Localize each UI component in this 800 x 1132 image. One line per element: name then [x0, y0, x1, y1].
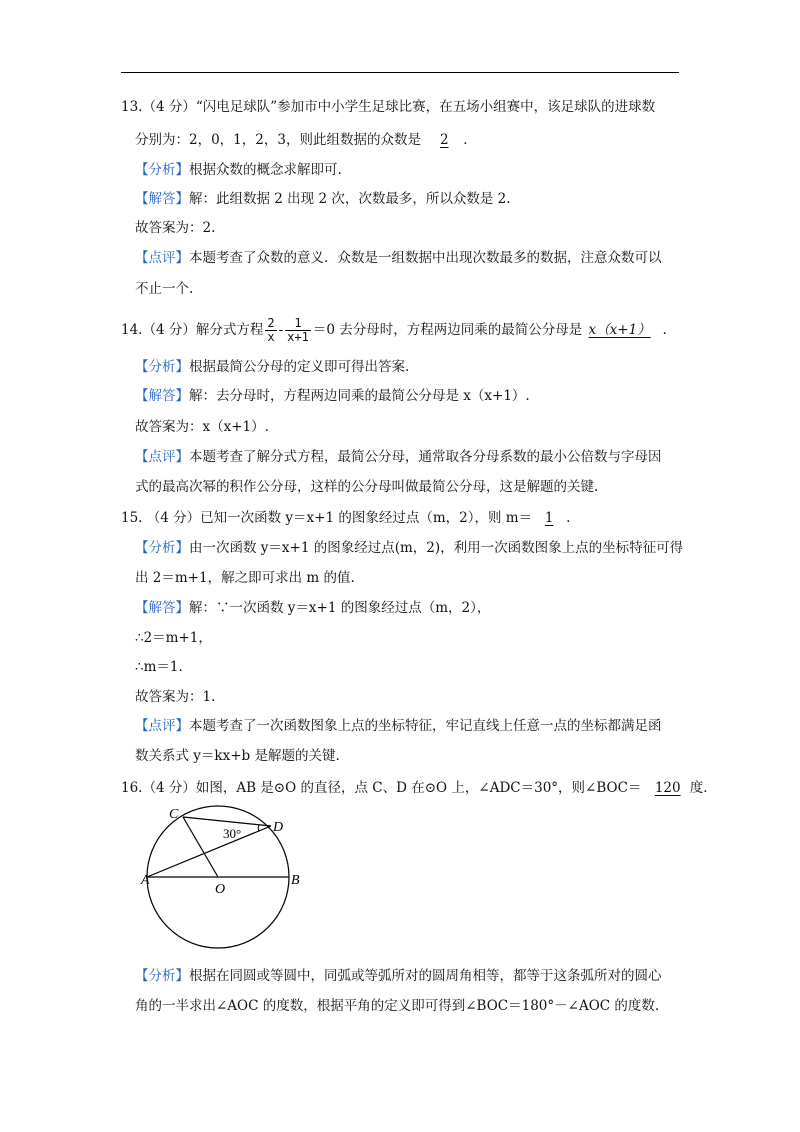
label-c: C	[169, 807, 179, 822]
comment-tag: 【点评】	[135, 449, 189, 465]
q13-comment1: 【点评】本题考查了众数的意义．众数是一组数据中出现次数最多的数据，注意众数可以	[135, 250, 662, 266]
angle-label: 30°	[223, 826, 242, 841]
q13-comment2: 不止一个.	[135, 281, 194, 297]
q15-analysis2: 出 2＝m+1，解之即可求出 m 的值.	[135, 570, 355, 586]
q15-solution: 【解答】解：∵一次函数 y＝x+1 的图象经过点（m，2），	[135, 600, 491, 616]
fraction-2-over-x: $\frac{2}{x}$	[267, 316, 275, 344]
q13-answer-blank: 2	[439, 132, 449, 148]
q13-line1: 13.（4 分）“闪电足球队”参加市中小学生足球比赛，在五场小组赛中，该足球队的进球数	[121, 99, 656, 115]
q14-comment1: 【点评】本题考查了解分式方程，最简公分母，通常取各分母系数的最小公倍数与字母因	[135, 449, 662, 465]
comment-tag: 【点评】	[135, 250, 189, 266]
q13-solution: 【解答】解：此组数据 2 出现 2 次，次数最多，所以众数是 2.	[135, 191, 511, 207]
analysis-tag: 【分析】	[135, 968, 189, 984]
circle-figure	[135, 800, 315, 960]
q15-comment2: 数关系式 y＝kx+b 是解题的关键.	[135, 748, 340, 764]
label-b: B	[291, 873, 300, 888]
q13-answer-line: 故答案为：2.	[135, 220, 216, 236]
label-o: O	[215, 882, 226, 897]
q16-question: 16.（4 分）如图，AB 是⊙O 的直径，点 C、D 在⊙O 上，∠ADC＝30°，则∠BOC＝ 120 度.	[121, 780, 708, 796]
q14-answer-line: 故答案为：x（x+1）.	[135, 419, 269, 435]
q16-analysis2: 角的一半求出∠AOC 的度数，根据平角的定义即可得到∠BOC＝180°－∠AOC 的度数.	[135, 998, 660, 1014]
solution-tag: 【解答】	[135, 191, 189, 207]
chord-ad	[147, 826, 271, 877]
label-d: D	[273, 820, 284, 835]
q15-comment1: 【点评】本题考查了一次函数图象上点的坐标特征，牢记直线上任意一点的坐标都满足函	[135, 718, 662, 734]
label-a: A	[141, 873, 150, 888]
solution-tag: 【解答】	[135, 600, 189, 616]
segment-oc	[183, 817, 218, 877]
q16-analysis1: 【分析】根据在同圆或等圆中，同弧或等弧所对的圆周角相等，都等于这条弧所对的圆心	[135, 968, 662, 984]
q13-analysis: 【分析】根据众数的概念求解即可.	[135, 162, 342, 178]
q14-analysis: 【分析】根据最简公分母的定义即可得出答案.	[135, 359, 410, 375]
header-rule	[121, 72, 679, 73]
analysis-tag: 【分析】	[135, 162, 189, 178]
solution-tag: 【解答】	[135, 388, 189, 404]
q14-solution: 【解答】解：去分母时，方程两边同乘的最简公分母是 x（x+1）.	[135, 388, 530, 404]
q16-answer-blank: 120	[654, 780, 681, 796]
q14-question: 14.（4 分）解分式方程 $\frac{2}{x}$ - $\frac{1}{x+1}$ ＝0 去分母时，方程两边同乘的最简公分母是 x（x+1） .	[121, 316, 667, 344]
q14-answer-blank: x（x+1）	[588, 322, 651, 338]
analysis-tag: 【分析】	[135, 359, 189, 375]
fraction-1-over-x-plus-1: $\frac{1}{x+1}$	[287, 316, 309, 344]
q15-analysis1: 【分析】由一次函数 y＝x+1 的图象经过点(m，2)，利用一次函数图象上点的坐标特征可得	[135, 540, 684, 556]
q15-answer-blank: 1	[544, 510, 554, 526]
comment-tag: 【点评】	[135, 718, 189, 734]
q14-comment2: 式的最高次幂的积作公分母，这样的公分母叫做最简公分母，这是解题的关键.	[135, 479, 599, 495]
q15-step2: ∴m＝1.	[135, 659, 183, 675]
q13-line2: 分别为：2，0，1，2，3，则此组数据的众数是 2 .	[135, 132, 468, 148]
q15-step1: ∴2＝m+1，	[135, 630, 212, 646]
analysis-tag: 【分析】	[135, 540, 189, 556]
q15-answer-line: 故答案为：1.	[135, 689, 216, 705]
q15-question: 15. （4 分）已知一次函数 y＝x+1 的图象经过点（m，2），则 m＝ 1 .	[121, 510, 571, 526]
